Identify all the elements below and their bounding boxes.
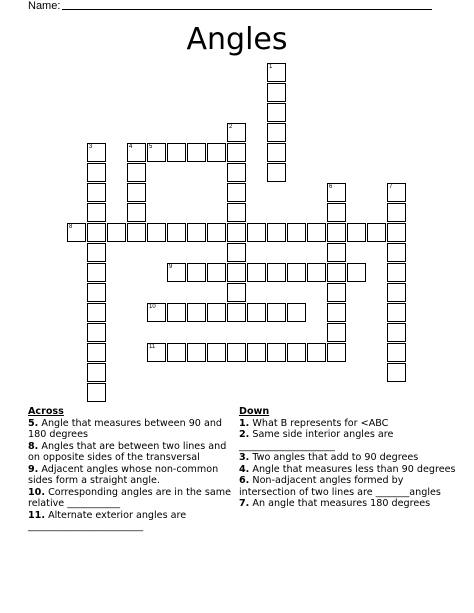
down-heading: Down	[239, 406, 270, 417]
crossword-cell[interactable]	[327, 343, 346, 362]
crossword-cell[interactable]	[347, 223, 366, 242]
clue-number: 8	[69, 224, 73, 230]
puzzle-title: Angles	[186, 22, 288, 57]
crossword-cell[interactable]	[287, 343, 306, 362]
crossword-cell[interactable]	[387, 183, 406, 202]
crossword-cell[interactable]	[167, 143, 186, 162]
crossword-cell[interactable]	[187, 223, 206, 242]
crossword-cell[interactable]	[387, 303, 406, 322]
down-clue: 2. Same side interior angles are ____________________	[239, 429, 394, 452]
crossword-cell[interactable]	[387, 323, 406, 342]
across-clue: 5. Angle that measures between 90 and 180 degrees	[28, 417, 223, 440]
clue-number: 10	[149, 304, 156, 310]
crossword-cell[interactable]	[147, 303, 166, 322]
crossword-cell[interactable]	[327, 283, 346, 302]
across-clues	[28, 406, 233, 533]
crossword-cell[interactable]	[207, 303, 226, 322]
crossword-cell[interactable]	[387, 243, 406, 262]
clue-number: 4	[129, 144, 133, 150]
crossword-cell[interactable]	[187, 303, 206, 322]
crossword-cell[interactable]	[87, 163, 106, 182]
crossword-cell[interactable]	[227, 203, 246, 222]
across-clue: 9. Adjacent angles whose non-common sides form a straight angle.	[28, 463, 219, 486]
clue-number: 5	[149, 144, 153, 150]
crossword-cell[interactable]	[307, 223, 326, 242]
crossword-cell[interactable]	[107, 223, 126, 242]
crossword-cell[interactable]	[287, 303, 306, 322]
crossword-cell[interactable]	[127, 143, 146, 162]
crossword-cell[interactable]	[307, 343, 326, 362]
clue-number: 2	[229, 124, 233, 130]
crossword-cell[interactable]	[227, 243, 246, 262]
crossword-cell[interactable]	[307, 263, 326, 282]
across-heading: Across	[28, 406, 64, 417]
crossword-cell[interactable]	[167, 263, 186, 282]
crossword-cell[interactable]	[387, 283, 406, 302]
clue-number: 11	[149, 344, 156, 350]
crossword-cell[interactable]	[327, 183, 346, 202]
crossword-cell[interactable]	[387, 363, 406, 382]
across-clue: 8. Angles that are between two lines and on opposite sides of the transversal	[28, 440, 227, 463]
crossword-cell[interactable]	[387, 263, 406, 282]
crossword-cell[interactable]	[267, 303, 286, 322]
crossword-cell[interactable]	[327, 243, 346, 262]
clue-number: 1	[269, 64, 273, 70]
crossword-cell[interactable]	[87, 343, 106, 362]
down-clue: 7. An angle that measures 180 degrees	[239, 498, 431, 509]
down-clue: 4. Angle that measures less than 90 degrees	[239, 463, 456, 475]
crossword-cell[interactable]	[287, 223, 306, 242]
crossword-cell[interactable]	[187, 143, 206, 162]
across-clue: 10. Corresponding angles are in the same relative ___________	[28, 486, 231, 509]
across-clue: 11. Alternate exterior angles are ________________________	[28, 509, 187, 532]
crossword-cell[interactable]	[207, 263, 226, 282]
crossword-cell[interactable]	[167, 303, 186, 322]
crossword-cell[interactable]	[167, 343, 186, 362]
crossword-cell[interactable]	[227, 343, 246, 362]
crossword-cell[interactable]	[247, 303, 266, 322]
crossword-cell[interactable]	[227, 143, 246, 162]
crossword-cell[interactable]	[147, 143, 166, 162]
crossword-cell[interactable]	[267, 163, 286, 182]
clue-number: 6	[329, 184, 333, 190]
crossword-cell[interactable]	[327, 263, 346, 282]
clue-number: 3	[89, 144, 93, 150]
crossword-cell[interactable]	[267, 63, 286, 82]
crossword-cell[interactable]	[87, 363, 106, 382]
crossword-cell[interactable]	[247, 223, 266, 242]
crossword-cell[interactable]	[127, 163, 146, 182]
crossword-cell[interactable]	[87, 243, 106, 262]
crossword-cell[interactable]	[87, 203, 106, 222]
down-clue: 3. Two angles that add to 90 degrees	[239, 452, 419, 463]
crossword-cell[interactable]	[187, 263, 206, 282]
down-clues	[239, 406, 459, 510]
crossword-cell[interactable]	[267, 83, 286, 102]
down-clue: 1. What B represents for <ABC	[239, 417, 389, 429]
crossword-cell[interactable]	[267, 103, 286, 122]
crossword-cell[interactable]	[327, 303, 346, 322]
crossword-cell[interactable]	[227, 163, 246, 182]
crossword-cell[interactable]	[127, 223, 146, 242]
crossword-cell[interactable]	[227, 223, 246, 242]
crossword-cell[interactable]	[207, 343, 226, 362]
crossword-cell[interactable]	[387, 223, 406, 242]
crossword-cell[interactable]	[267, 143, 286, 162]
crossword-cell[interactable]	[347, 263, 366, 282]
crossword-cell[interactable]	[87, 223, 106, 242]
crossword-cell[interactable]	[87, 283, 106, 302]
crossword-cell[interactable]	[87, 383, 106, 402]
crossword-cell[interactable]	[87, 143, 106, 162]
crossword-cell[interactable]	[247, 263, 266, 282]
crossword-cell[interactable]	[87, 303, 106, 322]
crossword-cell[interactable]	[387, 343, 406, 362]
crossword-cell[interactable]	[267, 343, 286, 362]
crossword-cell[interactable]	[287, 263, 306, 282]
crossword-cell[interactable]	[267, 263, 286, 282]
clue-number: 9	[169, 264, 173, 270]
crossword-cell[interactable]	[87, 183, 106, 202]
crossword-cell[interactable]	[127, 203, 146, 222]
crossword-cell[interactable]	[387, 203, 406, 222]
crossword-cell[interactable]	[227, 283, 246, 302]
crossword-cell[interactable]	[67, 223, 86, 242]
crossword-cell[interactable]	[247, 343, 266, 362]
crossword-cell[interactable]	[227, 123, 246, 142]
crossword-cell[interactable]	[87, 323, 106, 342]
crossword-cell[interactable]	[87, 263, 106, 282]
crossword-cell[interactable]	[367, 223, 386, 242]
crossword-cell[interactable]	[187, 343, 206, 362]
crossword-cell[interactable]	[147, 223, 166, 242]
crossword-cell[interactable]	[127, 183, 146, 202]
crossword-cell[interactable]	[207, 143, 226, 162]
down-clue: 6. Non-adjacent angles formed by intersection of two lines are _______angles	[239, 475, 441, 498]
crossword-cell[interactable]	[207, 223, 226, 242]
crossword-cell[interactable]	[227, 303, 246, 322]
crossword-cell[interactable]	[227, 263, 246, 282]
crossword-cell[interactable]	[267, 223, 286, 242]
crossword-cell[interactable]	[227, 183, 246, 202]
crossword-cell[interactable]	[147, 343, 166, 362]
name-label: Name:	[28, 0, 61, 12]
crossword-cell[interactable]	[167, 223, 186, 242]
clue-number: 7	[389, 184, 393, 190]
crossword-cell[interactable]	[327, 323, 346, 342]
crossword-cell[interactable]	[327, 203, 346, 222]
crossword-cell[interactable]	[267, 123, 286, 142]
crossword-cell[interactable]	[327, 223, 346, 242]
